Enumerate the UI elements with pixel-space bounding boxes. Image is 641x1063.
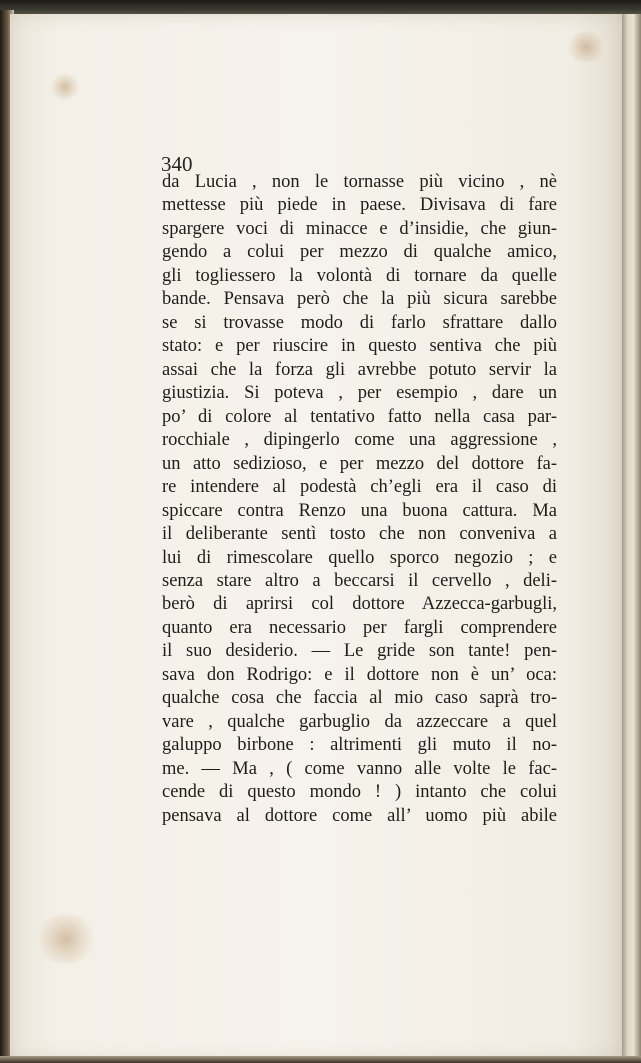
text-line: assai che la forza gli avrebbe potuto servir la [162,359,557,380]
text-line: galuppo birbone : altrimenti gli muto il no- [162,735,557,756]
text-line: mettesse più piede in paese. Divisava di fare [162,195,557,216]
text-line: il suo desiderio. — Le gride son tante! pen- [162,641,557,662]
text-line: bande. Pensava però che la più sicura sarebbe [162,289,557,310]
foxing-stain [50,74,80,100]
text-line: gli togliessero la volontà di tornare da quelle [162,265,557,286]
text-line: se si trovasse modo di farlo sfrattare dallo [162,312,557,333]
text-line: un atto sedizioso, e per mezzo del dottore fa- [162,453,557,474]
text-line: vare , qualche garbuglio da azzeccare a quel [162,711,557,732]
text-line: il deliberante sentì tosto che non conveniva a [162,524,557,545]
text-line: sava don Rodrigo: e il dottore non è un’ oca: [162,664,557,685]
text-line: giustizia. Si poteva , per esempio , dare un [162,383,557,404]
text-line: lui di rimescolare quello sporco negozio ; e [162,547,557,568]
text-line: senza stare altro a beccarsi il cervello , deli- [162,570,557,591]
text-line: cende di questo mondo ! ) intanto che colui [162,782,557,803]
page-number: 340 [161,152,193,176]
text-line: spargere voci di minacce e d’insidie, che giun- [162,218,557,239]
text-line: gendo a colui per mezzo di qualche amico, [162,242,557,263]
foxing-stain [36,914,96,964]
book-edge-bottom [0,1056,641,1063]
text-line: berò di aprirsi col dottore Azzecca-garbugli, [162,594,557,615]
text-line: spiccare contra Renzo una buona cattura. Ma [162,500,557,521]
text-line: re intendere al podestà ch’egli era il caso di [162,477,557,498]
text-line: po’ di colore al tentativo fatto nella casa par- [162,406,557,427]
foxing-stain [566,32,606,62]
text-line: quanto era necessario per fargli comprendere [162,617,557,638]
body-text [162,171,557,828]
text-line: me. — Ma , ( come vanno alle volte le fac- [162,758,557,779]
text-line: da Lucia , non le tornasse più vicino , nè [162,172,557,192]
text-line: rocchiale , dipingerlo come una aggressione , [162,430,557,451]
text-line: qualche cosa che faccia al mio caso saprà tro- [162,688,557,709]
text-line: pensava al dottore come all’ uomo più abile [162,805,557,826]
text-line: stato: e per riuscire in questo sentiva che più [162,336,557,357]
book-edge-right [622,14,641,1063]
